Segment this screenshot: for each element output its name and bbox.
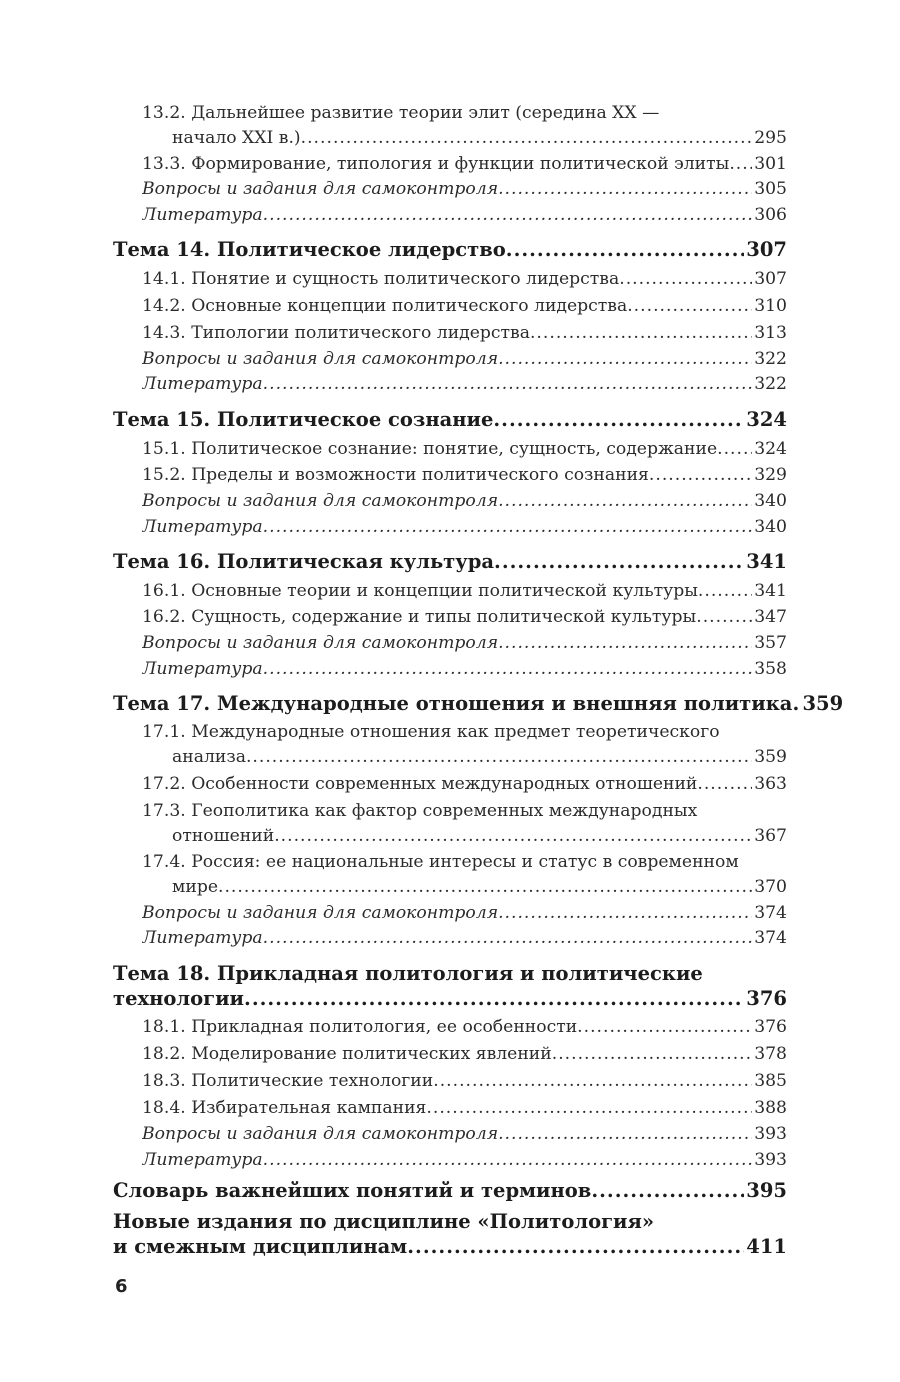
toc-new-editions	[113, 1209, 787, 1235]
toc-topic-15	[113, 407, 787, 433]
toc-entry-13-2	[142, 100, 787, 126]
toc-entry-17-2	[142, 771, 787, 797]
dot-leader	[274, 823, 752, 849]
toc-page-number: 301	[754, 154, 787, 174]
toc-page-number: 385	[754, 1071, 787, 1091]
toc-entry-17-4	[142, 849, 787, 875]
dot-leader	[498, 1121, 752, 1147]
toc-entry-14-1	[142, 266, 787, 292]
toc-entry-text: 16.1. Основные теории и концепции политической культуры	[142, 581, 698, 601]
toc-entry-text: 14.1. Понятие и сущность политического лидерства	[142, 269, 620, 289]
toc-entry-text: начало XXI в.)	[172, 128, 301, 148]
toc-topic-17	[113, 691, 844, 717]
toc-page-number: 313	[754, 323, 787, 343]
dot-leader	[263, 1147, 753, 1173]
toc-entry-text: Литература	[142, 659, 263, 679]
toc-entry-text: отношений	[172, 826, 275, 846]
toc-entry-text: Литература	[142, 1150, 263, 1170]
toc-page-number: 340	[754, 491, 787, 511]
page-number: 6	[115, 1276, 128, 1297]
toc-topic-title: Тема 16. Политическая культура	[113, 550, 495, 573]
toc-entry-text: 17.2. Особенности современных международных отношений	[142, 774, 698, 794]
toc-page-number: 341	[754, 581, 787, 601]
toc-entry-literature-17	[142, 925, 787, 951]
toc-page-number: 307	[746, 238, 787, 261]
toc-entry-18-4	[142, 1095, 787, 1121]
toc-page-number: 359	[802, 692, 844, 715]
dot-leader	[619, 266, 752, 292]
dot-leader	[493, 407, 744, 433]
toc-entry-17-3-continued	[172, 823, 787, 849]
toc-entry-16-1	[142, 578, 787, 604]
toc-entry-15-2	[142, 462, 787, 488]
dot-leader	[494, 549, 744, 575]
dot-leader	[263, 202, 753, 228]
dot-leader	[246, 744, 752, 770]
dot-leader	[498, 900, 752, 926]
toc-entry-14-3	[142, 320, 787, 346]
toc-entry-13-2-continued	[172, 125, 787, 151]
toc-page-number: 411	[746, 1235, 787, 1258]
toc-entry-17-3	[142, 798, 787, 824]
dot-leader	[301, 125, 753, 151]
toc-page-number: 306	[754, 205, 787, 225]
toc-entry-text: 14.2. Основные концепции политического лидерства	[142, 296, 628, 316]
toc-entry-text: мире	[172, 877, 218, 897]
toc-entry-literature-15	[142, 514, 787, 540]
dot-leader	[263, 656, 753, 682]
toc-topic-title: технологии	[113, 987, 245, 1010]
toc-entry-text: 18.3. Политические технологии	[142, 1071, 434, 1091]
toc-entry-text: Вопросы и задания для самоконтроля	[142, 349, 499, 369]
dot-leader	[263, 371, 753, 397]
toc-entry-text: Вопросы и задания для самоконтроля	[142, 179, 499, 199]
toc-page-number: 310	[754, 296, 787, 316]
toc-page-number: 395	[746, 1179, 787, 1202]
dot-leader	[792, 691, 800, 717]
toc-entry-questions-13	[142, 176, 787, 202]
toc-page-number: 340	[754, 517, 787, 537]
dot-leader	[498, 488, 752, 514]
toc-entry-text: 15.2. Пределы и возможности политического сознания	[142, 465, 649, 485]
toc-entry-13-3	[142, 151, 787, 177]
toc-entry-text: Вопросы и задания для самоконтроля	[142, 1124, 499, 1144]
toc-entry-17-1-continued	[172, 744, 787, 770]
toc-entry-14-2	[142, 293, 787, 319]
toc-entry-text: Литература	[142, 928, 263, 948]
toc-entry-text: Литература	[142, 374, 263, 394]
toc-glossary	[113, 1178, 787, 1204]
toc-entry-text: Вопросы и задания для самоконтроля	[142, 491, 499, 511]
dot-leader	[697, 771, 752, 797]
toc-page-number: 324	[754, 439, 787, 459]
toc-page-number: 374	[754, 903, 787, 923]
toc-page-number: 376	[754, 1017, 787, 1037]
toc-entry-15-1	[142, 436, 787, 462]
toc-entry-text: 18.4. Избирательная кампания	[142, 1098, 427, 1118]
toc-entry-text: 18.1. Прикладная политология, ее особенности	[142, 1017, 578, 1037]
toc-entry-questions-16	[142, 630, 787, 656]
toc-topic-18	[113, 961, 787, 987]
toc-page-number: 295	[754, 128, 787, 148]
toc-page-number: 322	[754, 374, 787, 394]
toc-page-number: 357	[754, 633, 787, 653]
toc-entry-text: 17.3. Геополитика как фактор современных международных	[142, 801, 698, 821]
toc-entry-16-2	[142, 604, 787, 630]
dot-leader	[263, 925, 753, 951]
toc-entry-text: 14.3. Типологии политического лидерства	[142, 323, 530, 343]
toc-page-number: 341	[746, 550, 787, 573]
dot-leader	[498, 630, 752, 656]
toc-topic-14	[113, 237, 787, 263]
toc-entry-questions-18	[142, 1121, 787, 1147]
dot-leader	[407, 1234, 744, 1260]
dot-leader	[577, 1014, 752, 1040]
toc-page-number: 376	[746, 987, 787, 1010]
dot-leader	[729, 151, 752, 177]
toc-topic-title: Словарь важнейших понятий и терминов	[113, 1179, 592, 1202]
toc-entry-17-1	[142, 719, 787, 745]
toc-topic-16	[113, 549, 787, 575]
toc-topic-title: и смежным дисциплинам	[113, 1235, 408, 1258]
toc-page-number: 324	[746, 408, 787, 431]
toc-entry-literature-13	[142, 202, 787, 228]
toc-entry-text: Вопросы и задания для самоконтроля	[142, 903, 499, 923]
toc-entry-text: 13.2. Дальнейшее развитие теории элит (середина XX —	[142, 103, 660, 123]
toc-entry-text: Вопросы и задания для самоконтроля	[142, 633, 499, 653]
toc-entry-text: 16.2. Сущность, содержание и типы политической культуры	[142, 607, 697, 627]
toc-topic-title: Тема 17. Международные отношения и внешняя политика	[113, 692, 793, 715]
dot-leader	[433, 1068, 752, 1094]
toc-page-number: 305	[754, 179, 787, 199]
toc-entry-text: анализа	[172, 747, 246, 767]
dot-leader	[530, 320, 752, 346]
toc-topic-title: Тема 14. Политическое лидерство	[113, 238, 506, 261]
toc-entry-18-2	[142, 1041, 787, 1067]
toc-entry-text: Литература	[142, 205, 263, 225]
toc-entry-text: 17.4. Россия: ее национальные интересы и статус в современном	[142, 852, 739, 872]
dot-leader	[696, 604, 752, 630]
toc-page-number: 307	[754, 269, 787, 289]
toc-page-number: 393	[754, 1150, 787, 1170]
dot-leader	[698, 578, 752, 604]
toc-page-number: 370	[754, 877, 787, 897]
toc-entry-literature-18	[142, 1147, 787, 1173]
toc-topic-title: Новые издания по дисциплине «Политология»	[113, 1210, 655, 1233]
dot-leader	[498, 346, 752, 372]
toc-entry-literature-14	[142, 371, 787, 397]
dot-leader	[552, 1041, 752, 1067]
toc-page-number: 358	[754, 659, 787, 679]
toc-topic-title: Тема 18. Прикладная политология и политические	[113, 962, 703, 985]
dot-leader	[498, 176, 752, 202]
toc-entry-text: 18.2. Моделирование политических явлений	[142, 1044, 552, 1064]
dot-leader	[591, 1178, 744, 1204]
toc-entry-questions-14	[142, 346, 787, 372]
dot-leader	[426, 1095, 752, 1121]
toc-entry-text: 17.1. Международные отношения как предмет теоретического	[142, 722, 720, 742]
toc-page-number: 374	[754, 928, 787, 948]
toc-page-number: 363	[754, 774, 787, 794]
toc-topic-18-continued	[113, 986, 787, 1012]
toc-page-number: 388	[754, 1098, 787, 1118]
toc-entry-17-4-continued	[172, 874, 787, 900]
toc-entry-questions-15	[142, 488, 787, 514]
toc-topic-title: Тема 15. Политическое сознание	[113, 408, 494, 431]
toc-entry-text: Литература	[142, 517, 263, 537]
toc-page-number: 329	[754, 465, 787, 485]
toc-page-number: 393	[754, 1124, 787, 1144]
toc-entry-text: 15.1. Политическое сознание: понятие, сущность, содержание	[142, 439, 718, 459]
toc-entry-18-1	[142, 1014, 787, 1040]
toc-page-number: 322	[754, 349, 787, 369]
toc-entry-literature-16	[142, 656, 787, 682]
toc-entry-questions-17	[142, 900, 787, 926]
toc-entry-text: 13.3. Формирование, типология и функции политической элиты	[142, 154, 730, 174]
toc-page-number: 367	[754, 826, 787, 846]
toc-page-number: 359	[754, 747, 787, 767]
dot-leader	[506, 237, 745, 263]
dot-leader	[218, 874, 752, 900]
toc-new-editions-continued	[113, 1234, 787, 1260]
dot-leader	[244, 986, 744, 1012]
dot-leader	[263, 514, 753, 540]
dot-leader	[649, 462, 752, 488]
toc-page-number: 378	[754, 1044, 787, 1064]
dot-leader	[627, 293, 752, 319]
toc-entry-18-3	[142, 1068, 787, 1094]
toc-page-number: 347	[754, 607, 787, 627]
dot-leader	[717, 436, 752, 462]
